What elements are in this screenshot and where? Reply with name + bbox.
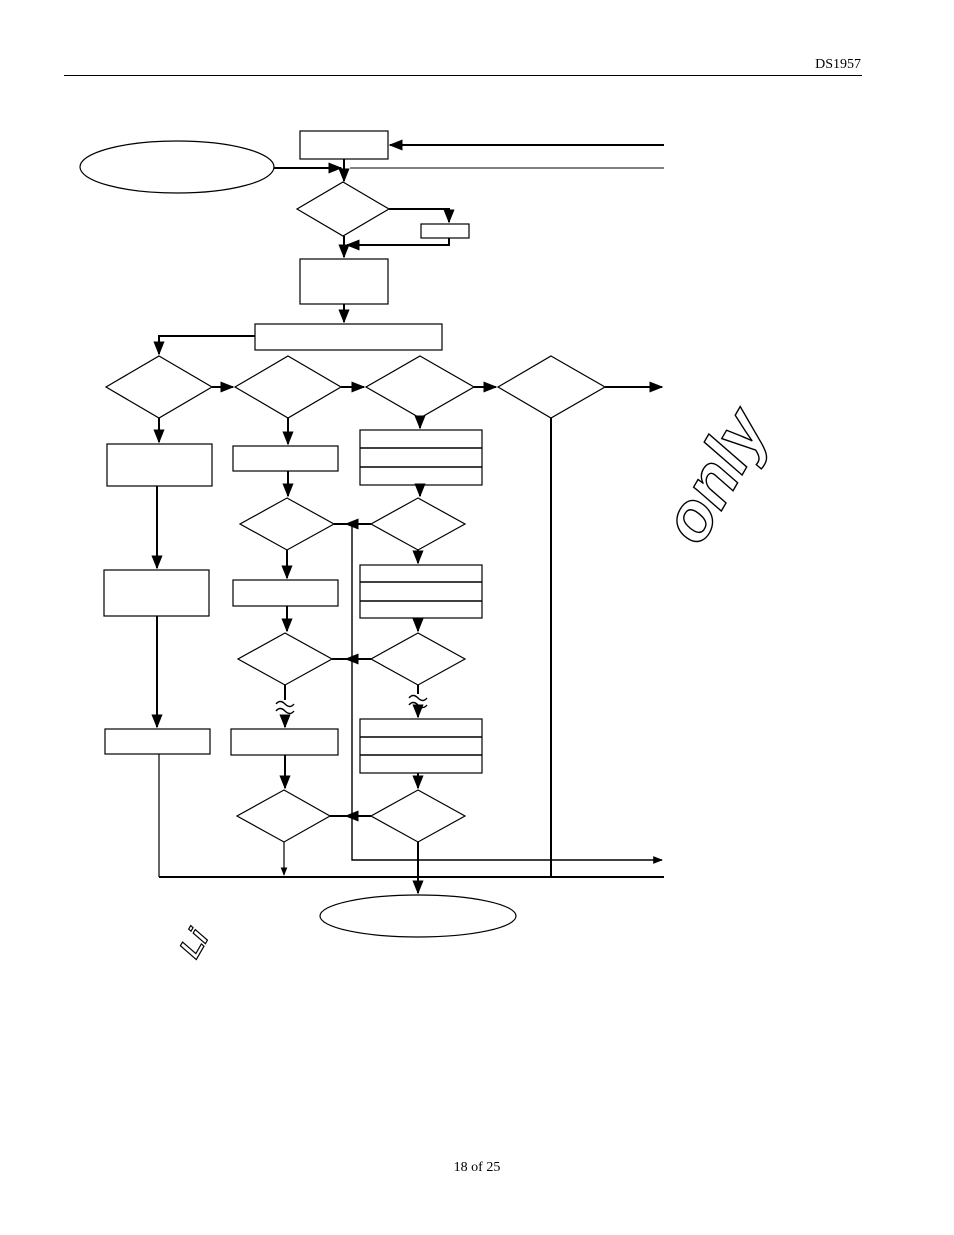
col2-box-3: [231, 729, 338, 755]
break-symbol: [276, 702, 294, 707]
decision-col2: [235, 356, 341, 418]
col3-decision-2: [371, 633, 465, 685]
decision-col1: [106, 356, 212, 418]
start-terminal: [80, 141, 274, 193]
top-process-box: [300, 131, 388, 159]
break-symbol: [409, 703, 427, 708]
break-symbol: [409, 696, 427, 701]
col1-box-3: [105, 729, 210, 754]
process-box-2: [300, 259, 388, 304]
first-decision: [297, 182, 389, 236]
col2-box-2: [233, 580, 338, 606]
col2-decision-2: [238, 633, 332, 685]
document-id: DS1957: [815, 57, 861, 72]
col2-decision-3: [237, 790, 330, 842]
end-terminal: [320, 895, 516, 937]
decision-col4: [498, 356, 605, 418]
col2-box-1: [233, 446, 338, 471]
col3-decision-1: [371, 498, 465, 550]
page-number: 18 of 25: [453, 1160, 501, 1175]
col3-stack-3: [360, 719, 482, 773]
watermark-text: only: [647, 396, 783, 556]
wide-process-box: [255, 324, 442, 350]
watermark-fragment: Li: [173, 923, 216, 964]
decision-col3: [366, 356, 474, 418]
col1-box-1: [107, 444, 212, 486]
col3-stack-1: [360, 430, 482, 485]
col3-decision-3: [371, 790, 465, 842]
break-symbol: [276, 709, 294, 714]
col3-stack-2: [360, 565, 482, 618]
col1-box-2: [104, 570, 209, 616]
col2-decision-1: [240, 498, 334, 550]
side-process-box: [421, 224, 469, 238]
